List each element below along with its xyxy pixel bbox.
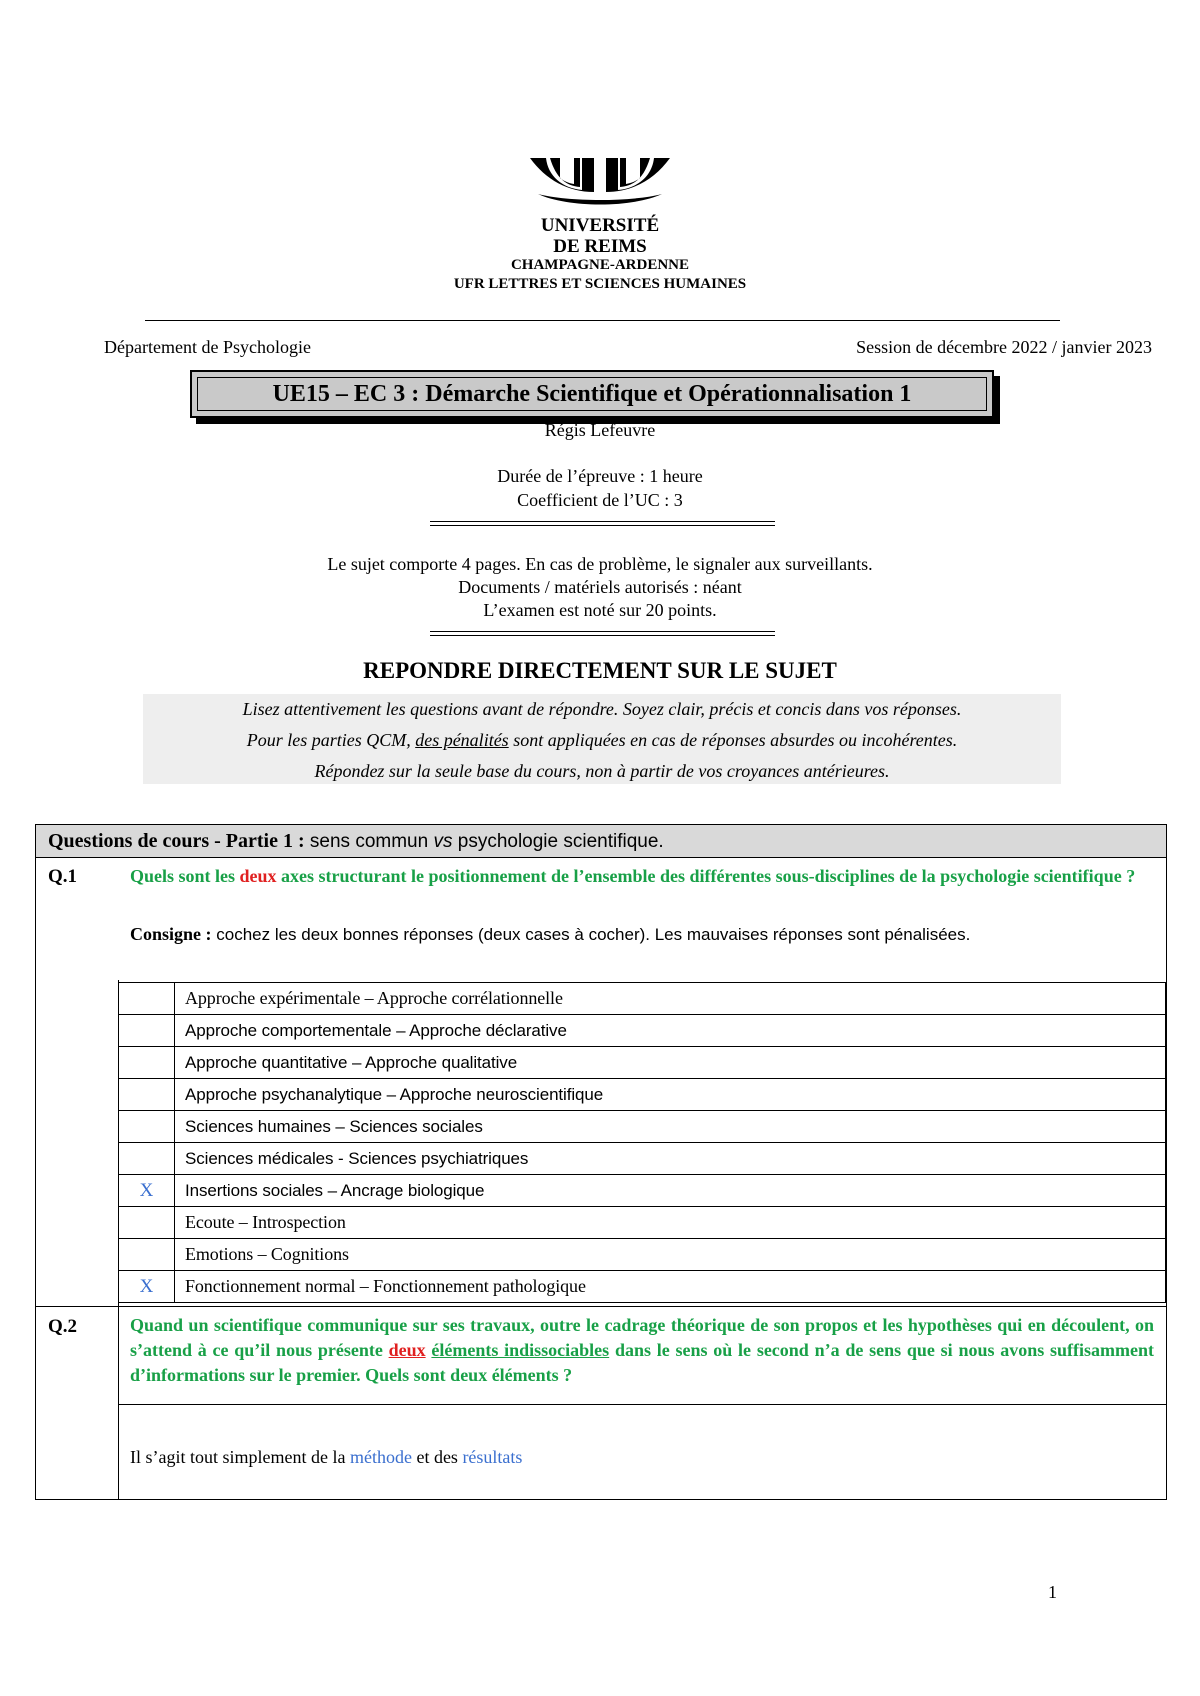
department-label: Département de Psychologie [104,337,311,357]
option-row [119,1111,1166,1143]
option-row [119,1015,1166,1047]
option-label: Insertions sociales – Ancrage biologique [175,1175,1166,1207]
option-label: Ecoute – Introspection [175,1207,1166,1239]
question-2-answer-box[interactable] [118,1404,1166,1500]
question-2-label: Q.2 [48,1316,78,1337]
option-checkbox[interactable] [119,1207,175,1239]
page-number: 1 [1048,1582,1057,1602]
header-divider [145,320,1060,321]
exam-title: UE15 – EC 3 : Démarche Scientifique et Opérationnalisation 1 [197,377,987,411]
option-checkbox[interactable]: X [119,1271,175,1303]
option-checkbox[interactable] [119,983,175,1015]
exam-author: Régis Lefeuvre [544,420,656,440]
ufr-name: UFR LETTRES ET SCIENCES HUMAINES [453,276,747,292]
pages-note: Le sujet comporte 4 pages. En cas de problème, le signaler aux surveillants. [327,554,873,574]
section-header: Questions de cours - Partie 1 : sens commun vs psychologie scientifique. [36,825,1166,858]
university-logo [528,150,672,206]
option-label: Approche quantitative – Approche qualitative [175,1047,1166,1079]
double-divider [430,631,775,636]
question-1-instruction: Consigne : cochez les deux bonnes réponses (deux cases à cocher). Les mauvaises réponses sont pénalisées. [130,924,971,944]
grading-note: L’examen est noté sur 20 points. [483,600,717,620]
option-label: Emotions – Cognitions [175,1239,1166,1271]
exam-title-box [190,370,994,418]
question-1-text: Quels sont les deux axes structurant le positionnement de l’ensemble des différentes sous-disciplines de la psychologie scientifique ? [130,866,1136,886]
option-checkbox[interactable]: X [119,1175,175,1207]
documents-note: Documents / matériels autorisés : néant [458,577,742,597]
option-checkbox[interactable] [119,1239,175,1271]
question-1-options [118,982,1166,1303]
question-2-answer: Il s’agit tout simplement de la méthode et des résultats [130,1447,523,1467]
option-label: Fonctionnement normal – Fonctionnement pathologique [175,1271,1166,1303]
question-2-text: Quand un scientifique communique sur ses travaux, outre le cadrage théorique de son propos et les hypothèses qui en découlent, on s’attend à ce qu’il nous présente deux éléments indissociables dans le sens où le second n’a de sens que si nous avons suffisamment d’informations sur le premier. Quels sont deux éléments ? [130,1315,1155,1385]
questions-table [35,824,1167,1500]
instructions-heading: REPONDRE DIRECTEMENT SUR LE SUJET [363,658,837,683]
option-row [119,1175,1166,1207]
instructions-line2: Pour les parties QCM, des pénalités sont appliquées en cas de réponses absurdes ou incohérentes. [246,730,958,750]
instructions-box [143,694,1061,784]
option-label: Sciences humaines – Sciences sociales [175,1111,1166,1143]
option-label: Sciences médicales - Sciences psychiatriques [175,1143,1166,1175]
question-divider [36,1306,1166,1307]
option-row [119,1079,1166,1111]
option-row [119,1047,1166,1079]
option-checkbox[interactable] [119,1143,175,1175]
question-1-label: Q.1 [48,866,78,887]
option-row [119,1239,1166,1271]
exam-coefficient: Coefficient de l’UC : 3 [517,490,683,510]
option-label: Approche comportementale – Approche déclarative [175,1015,1166,1047]
option-row [119,1207,1166,1239]
instructions-line3: Répondez sur la seule base du cours, non à partir de vos croyances antérieures. [314,761,890,781]
option-label: Approche expérimentale – Approche corrélationnelle [175,983,1166,1015]
option-checkbox[interactable] [119,1047,175,1079]
double-divider [430,521,775,526]
session-label: Session de décembre 2022 / janvier 2023 [856,337,1152,357]
university-name-line3: CHAMPAGNE-ARDENNE [510,257,690,273]
option-label: Approche psychanalytique – Approche neuroscientifique [175,1079,1166,1111]
option-row [119,983,1166,1015]
option-row [119,1271,1166,1303]
option-row [119,1143,1166,1175]
option-checkbox[interactable] [119,1015,175,1047]
university-name-line1: UNIVERSITÉ [540,215,660,236]
option-checkbox[interactable] [119,1111,175,1143]
option-checkbox[interactable] [119,1079,175,1111]
university-name-line2: DE REIMS [553,236,647,257]
exam-duration: Durée de l’épreuve : 1 heure [497,466,703,486]
instructions-line1: Lisez attentivement les questions avant de répondre. Soyez clair, précis et concis dans vos réponses. [242,699,962,719]
